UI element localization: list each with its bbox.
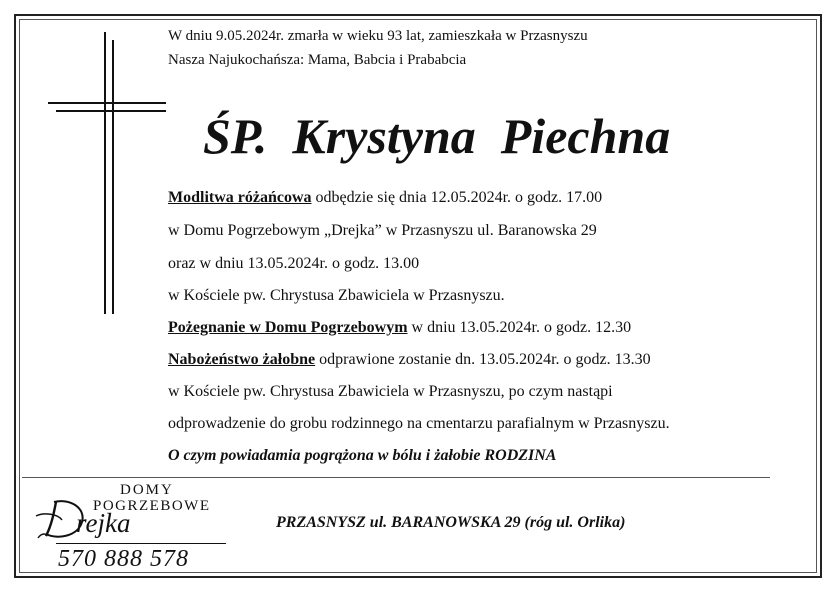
schedule-line-1 [168, 188, 602, 208]
schedule-line-7: w Kościele pw. Chrystusa Zbawiciela w Przasnyszu, po czym nastąpi [168, 383, 613, 400]
logo-pogrzebowe: POGRZEBOWE [93, 498, 211, 514]
cross-horizontal-bar-inner [56, 110, 166, 112]
schedule-line-4: w Kościele pw. Chrystusa Zbawiciela w Przasnyszu. [168, 287, 505, 304]
divider [22, 477, 770, 478]
cross-vertical-bar [104, 32, 106, 314]
closing-line: O czym powiadamia pogrążona w bólu i żałobie RODZINA [168, 447, 557, 464]
mass-label: Nabożeństwo żałobne [168, 351, 316, 368]
address: PRZASNYSZ ul. BARANOWSKA 29 (róg ul. Orlika) [276, 514, 626, 531]
schedule-line-2: w Domu Pogrzebowym „Drejka” w Przasnyszu ul. Baranowska 29 [168, 222, 597, 239]
deceased-name: ŚP. Krystyna Piechna [203, 108, 671, 164]
mass-text: odprawione zostanie dn. 13.05.2024r. o godz. 13.30 [315, 351, 651, 368]
schedule-line-5 [168, 318, 631, 338]
logo-domy: DOMY [120, 482, 174, 498]
intro-line-1: W dniu 9.05.2024r. zmarła w wieku 93 lat, zamieszkała w Przasnyszu [168, 28, 588, 44]
cross-horizontal-bar [48, 102, 166, 104]
logo-brand-text: rejka [76, 508, 131, 538]
schedule-line-8: odprowadzenie do grobu rodzinnego na cmentarzu parafialnym w Przasnyszu. [168, 415, 670, 432]
logo-rule [56, 543, 226, 544]
schedule-line-6 [168, 350, 651, 370]
farewell-text: w dniu 13.05.2024r. o godz. 12.30 [407, 319, 632, 336]
phone-number: 570 888 578 [58, 546, 189, 572]
rosary-text: odbędzie się dnia 12.05.2024r. o godz. 17.00 [311, 189, 603, 206]
rosary-label: Modlitwa różańcowa [168, 189, 312, 206]
schedule-line-3: oraz w dniu 13.05.2024r. o godz. 13.00 [168, 255, 420, 272]
cross-vertical-bar-inner [112, 40, 114, 314]
intro-line-2: Nasza Najukochańsza: Mama, Babcia i Prababcia [168, 52, 467, 68]
funeral-home-logo [26, 480, 231, 575]
farewell-label: Pożegnanie w Domu Pogrzebowym [168, 319, 408, 336]
